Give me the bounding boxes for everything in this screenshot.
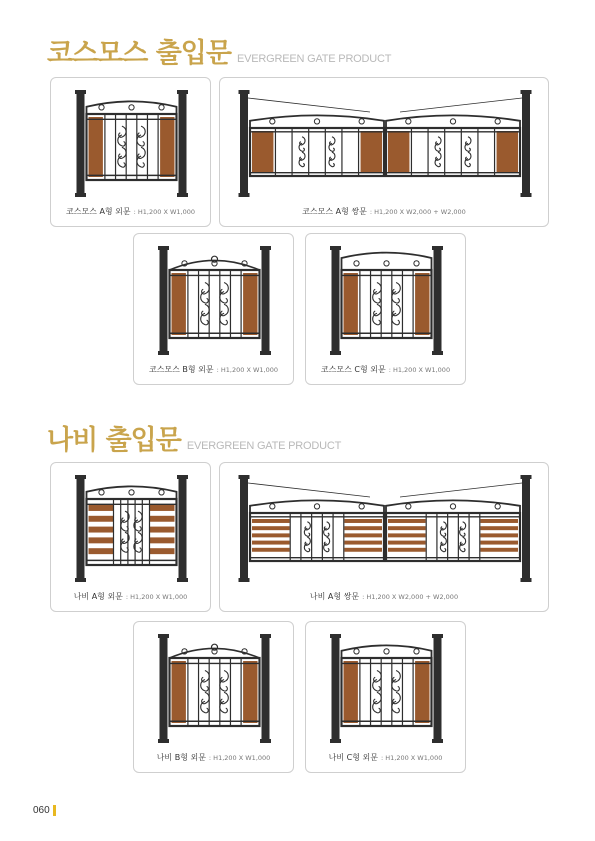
product-caption <box>134 364 293 375</box>
section-title-nabi <box>47 418 341 457</box>
product-name: 코스모스 A형 쌍문 <box>302 207 367 216</box>
gate-image <box>51 463 212 593</box>
gate-image <box>134 622 295 754</box>
product-name: 나비 A형 외문 <box>73 592 123 601</box>
product-card-cosmos-a-double[interactable] <box>219 77 549 227</box>
product-caption <box>51 591 210 602</box>
product-card-nabi-c-single[interactable] <box>305 621 466 773</box>
gate-image <box>306 234 467 366</box>
section-subtitle-english: EVERGREEN GATE PRODUCT <box>236 53 392 65</box>
section-title-korean: 나비 출입문 <box>47 425 181 456</box>
page-number-bar <box>53 805 56 816</box>
product-size: : H1,200 X W1,000 <box>380 754 443 762</box>
product-card-cosmos-a-single[interactable] <box>50 77 211 227</box>
product-name: 나비 A형 쌍문 <box>309 592 360 601</box>
product-size: : H1,200 X W2,000 + W2,000 <box>362 593 459 601</box>
gate-image <box>220 78 550 208</box>
gate-image <box>134 234 295 366</box>
gate-image <box>220 463 550 593</box>
product-caption <box>134 752 293 763</box>
product-caption <box>220 206 548 217</box>
section-title-cosmos <box>47 31 391 70</box>
product-name: 나비 B형 외문 <box>156 753 206 762</box>
section-title-korean: 코스모스 출입문 <box>47 38 231 69</box>
product-card-nabi-a-double[interactable] <box>219 462 549 612</box>
product-caption <box>220 591 548 602</box>
product-caption <box>306 752 465 763</box>
page-number-text: 060 <box>33 805 50 816</box>
product-name: 나비 C형 외문 <box>328 753 378 762</box>
product-size: : H1,200 X W1,000 <box>208 754 271 762</box>
product-card-cosmos-b-single[interactable] <box>133 233 294 385</box>
product-size: : H1,200 X W1,000 <box>216 366 279 374</box>
product-name: 코스모스 A형 외문 <box>65 207 131 216</box>
product-size: : H1,200 X W1,000 <box>125 593 188 601</box>
gate-image <box>51 78 212 208</box>
section-subtitle-english: EVERGREEN GATE PRODUCT <box>186 440 342 452</box>
gate-image <box>306 622 467 754</box>
product-caption <box>306 364 465 375</box>
product-name: 코스모스 B형 외문 <box>148 365 214 374</box>
product-card-cosmos-c-single[interactable] <box>305 233 466 385</box>
product-caption <box>51 206 210 217</box>
product-card-nabi-a-single[interactable] <box>50 462 211 612</box>
product-size: : H1,200 X W2,000 + W2,000 <box>369 208 466 216</box>
page-number <box>33 805 56 816</box>
product-card-nabi-b-single[interactable] <box>133 621 294 773</box>
product-size: : H1,200 X W1,000 <box>133 208 196 216</box>
product-size: : H1,200 X W1,000 <box>388 366 451 374</box>
product-name: 코스모스 C형 외문 <box>320 365 386 374</box>
